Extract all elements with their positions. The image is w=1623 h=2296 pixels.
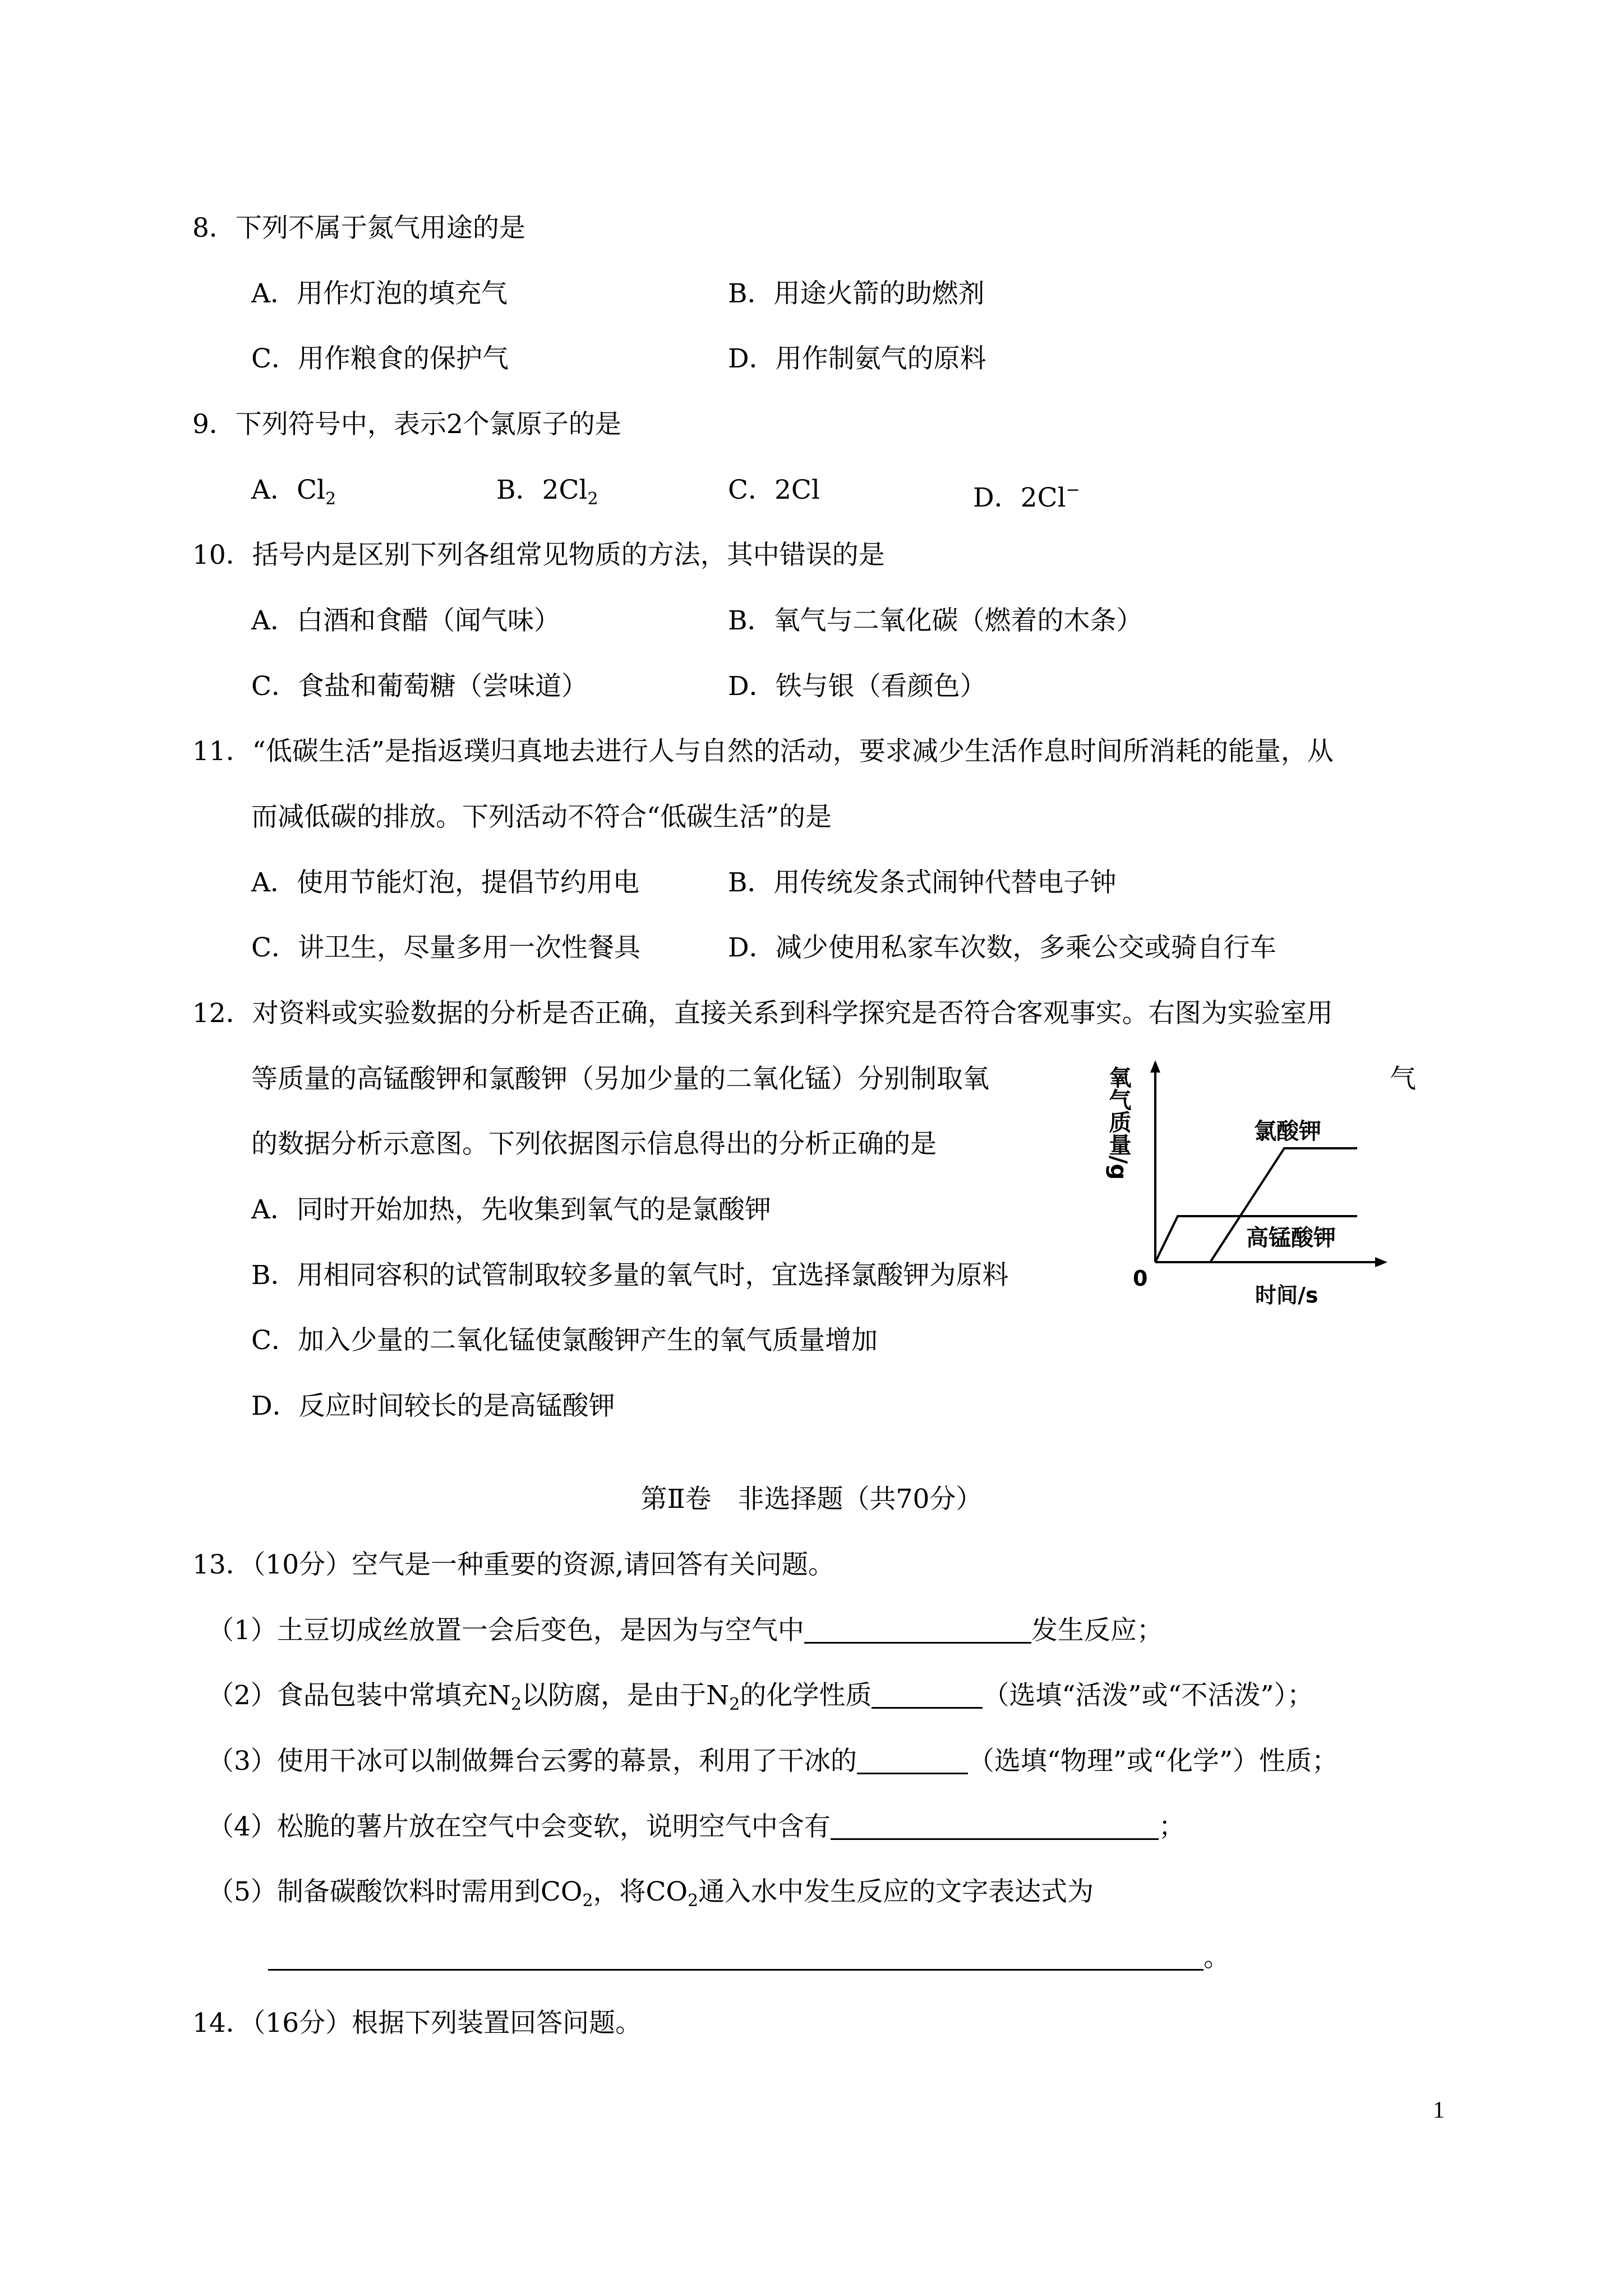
q9-stem: 9．下列符号中，表示2个氯原子的是 xyxy=(192,409,621,440)
y-axis-label: 氧气质量/g xyxy=(1105,1066,1131,1180)
q12-stem-line2-end: 气 xyxy=(1390,1064,1416,1094)
q13-stem: 13．（10分）空气是一种重要的资源,请回答有关问题。 xyxy=(192,1549,835,1580)
q10-option-a: A．白酒和食醋（闻气味） xyxy=(251,605,560,636)
q8-stem: 8．下列不属于氮气用途的是 xyxy=(192,213,525,243)
q12-option-b: B．用相同容积的试管制取较多量的氧气时，宜选择氯酸钾为原料 xyxy=(251,1260,1009,1291)
oxygen-mass-time-graph xyxy=(1099,1060,1391,1307)
q10-option-d: D．铁与银（看颜色） xyxy=(728,671,986,702)
q13-part1: （1）土豆切成丝放置一会后变色，是因为与空气中 发生反应； xyxy=(208,1615,1163,1646)
q12-stem-line1: 12．对资料或实验数据的分析是否正确，直接关系到科学探究是否符合客观事实。右图为实验室用 xyxy=(192,998,1333,1029)
answer-blank-4[interactable] xyxy=(831,1814,1159,1840)
answer-blank-1[interactable] xyxy=(804,1617,1031,1644)
q11-option-c: C．讲卫生，尽量多用一次性餐具 xyxy=(251,932,640,963)
series-label-kclo3: 氯酸钾 xyxy=(1254,1119,1321,1144)
q11-option-b: B．用传统发条式闹钟代替电子钟 xyxy=(728,867,1117,898)
q8-option-c: C．用作粮食的保护气 xyxy=(251,343,509,374)
q13-part4: （4）松脆的薯片放在空气中会变软，说明空气中含有 ； xyxy=(208,1811,1185,1842)
q9-option-b: B．$2Cl_2$ xyxy=(496,475,598,509)
q11-option-d: D．减少使用私家车次数，多乘公交或骑自行车 xyxy=(728,932,1276,963)
page-number: 1 xyxy=(1433,2097,1445,2123)
answer-blank-5[interactable] xyxy=(268,1944,1204,1971)
q13-part5-answer-line: 。 xyxy=(268,1941,1230,1975)
q13-part3: （3）使用干冰可以制做舞台云雾的幕景，利用了干冰的 （选填“物理”或“化学”）性质； xyxy=(208,1746,1339,1777)
q8-option-b: B．用途火箭的助燃剂 xyxy=(728,278,985,309)
answer-blank-2[interactable] xyxy=(872,1682,983,1709)
q9-option-d: D．2Cl− xyxy=(973,480,1080,513)
q13-part5: （5）制备碳酸饮料时需用到$CO_2$，将$CO_2$通入水中发生反应的文字表达式为 xyxy=(208,1876,1094,1911)
answer-blank-3[interactable] xyxy=(857,1748,968,1774)
q12-option-c: C．加入少量的二氧化锰使氯酸钾产生的氧气质量增加 xyxy=(251,1325,878,1356)
q9-option-a: A．$Cl_2$ xyxy=(251,475,336,509)
q12-option-d: D．反应时间较长的是高锰酸钾 xyxy=(251,1391,615,1421)
q9-option-c: C．2Cl xyxy=(728,475,820,505)
q14-stem: 14．（16分）根据下列装置回答问题。 xyxy=(192,2008,642,2039)
x-axis-label: 时间/s xyxy=(1255,1283,1318,1307)
q8-option-a: A．用作灯泡的填充气 xyxy=(251,278,508,309)
q10-option-b: B．氧气与二氧化碳（燃着的木条） xyxy=(728,605,1143,636)
q13-part2: （2）食品包装中常填充$N_2$以防腐，是由于$N_2$的化学性质 （选填“活泼”或“不活泼”）； xyxy=(208,1680,1313,1714)
q12-stem-line3: 的数据分析示意图。下列依据图示信息得出的分析正确的是 xyxy=(251,1129,937,1159)
q11-option-a: A．使用节能灯泡，提倡节约用电 xyxy=(251,867,639,898)
section-2-title: 第Ⅱ卷 非选择题（共70分） xyxy=(640,1484,983,1515)
series-label-kmno4: 高锰酸钾 xyxy=(1246,1225,1336,1251)
q10-option-c: C．食盐和葡萄糖（尝味道） xyxy=(251,671,588,702)
q12-option-a: A．同时开始加热，先收集到氧气的是氯酸钾 xyxy=(251,1194,771,1225)
q8-option-d: D．用作制氨气的原料 xyxy=(728,343,986,374)
q11-stem-line2: 而减低碳的排放。下列活动不符合“低碳生活”的是 xyxy=(251,802,832,832)
q11-stem-line1: 11．“低碳生活”是指返璞归真地去进行人与自然的活动，要求减少生活作息时间所消耗的能量，从 xyxy=(192,736,1334,767)
q10-stem: 10．括号内是区别下列各组常见物质的方法，其中错误的是 xyxy=(192,540,885,570)
x-axis-arrow xyxy=(1375,1257,1387,1267)
q12-stem-line2: 等质量的高锰酸钾和氯酸钾（另加少量的二氧化锰）分别制取氧 xyxy=(251,1064,989,1094)
origin-label: 0 xyxy=(1133,1266,1148,1291)
y-axis-arrow xyxy=(1150,1060,1160,1073)
